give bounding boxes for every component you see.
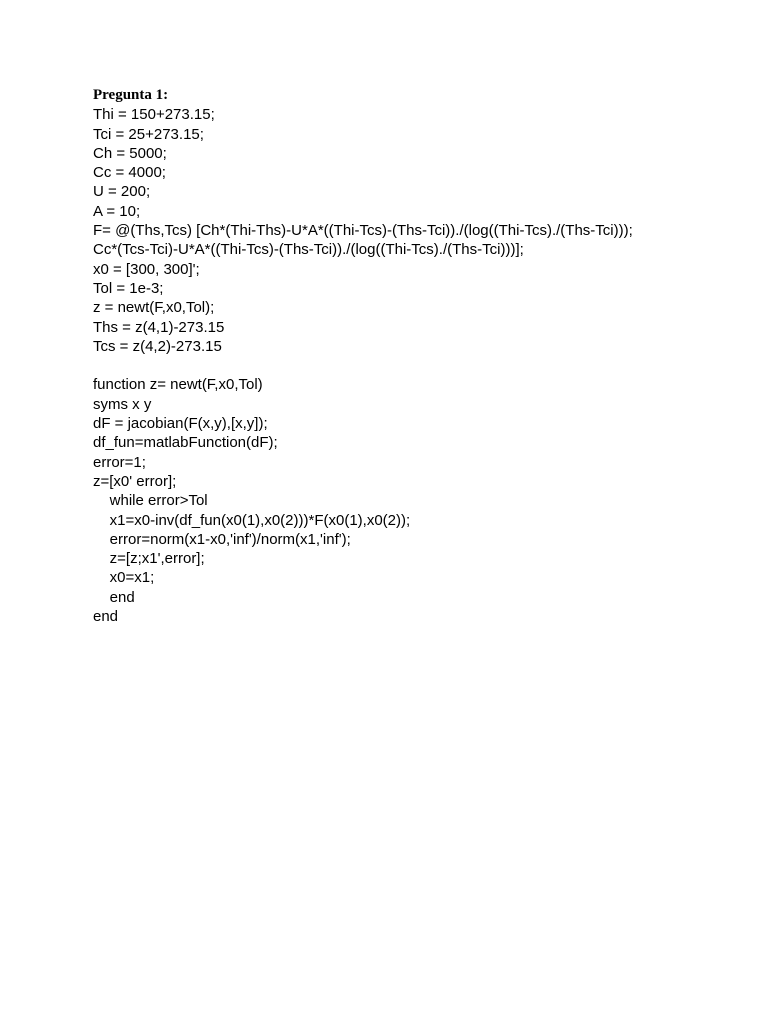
code-line: Cc = 4000; [93, 164, 166, 182]
code-line: Thi = 150+273.15; [93, 106, 215, 124]
code-line: while error>Tol [93, 492, 208, 510]
code-line: z = newt(F,x0,Tol); [93, 299, 215, 317]
code-line: error=norm(x1-x0,'inf')/norm(x1,'inf'); [93, 530, 351, 548]
code-line: z=[z;x1',error]; [93, 550, 205, 568]
code-line: syms x y [93, 395, 152, 413]
code-line: error=1; [93, 453, 146, 471]
code-line: Ch = 5000; [93, 144, 167, 162]
code-line: Ths = z(4,1)-273.15 [93, 318, 225, 336]
code-line: x0 = [300, 300]'; [93, 260, 200, 278]
code-line: x1=x0-inv(df_fun(x0(1),x0(2)))*F(x0(1),x0(2)); [93, 511, 411, 529]
code-line: U = 200; [93, 183, 151, 201]
code-line: dF = jacobian(F(x,y),[x,y]); [93, 415, 268, 433]
code-line: Tci = 25+273.15; [93, 125, 204, 143]
code-line: Tcs = z(4,2)-273.15 [93, 337, 222, 355]
blank-line [93, 356, 733, 375]
code-block [93, 105, 733, 626]
code-line: Cc*(Tcs-Tci)-U*A*((Thi-Tcs)-(Ths-Tci))./(log((Thi-Tcs)./(Ths-Tci)))]; [93, 241, 524, 259]
code-line: F= @(Ths,Tcs) [Ch*(Thi-Ths)-U*A*((Thi-Tcs)-(Ths-Tci))./(log((Thi-Tcs)./(Ths-Tci))); [93, 222, 633, 240]
code-line: function z= newt(F,x0,Tol) [93, 376, 263, 394]
question-heading: Pregunta 1: [93, 87, 169, 103]
document-content [93, 86, 733, 626]
code-line: df_fun=matlabFunction(dF); [93, 434, 278, 452]
code-line: x0=x1; [93, 569, 155, 587]
code-line: A = 10; [93, 202, 141, 220]
code-line: end [93, 608, 119, 626]
code-line: end [93, 588, 135, 606]
code-line: z=[x0' error]; [93, 472, 177, 490]
code-line: Tol = 1e-3; [93, 279, 164, 297]
